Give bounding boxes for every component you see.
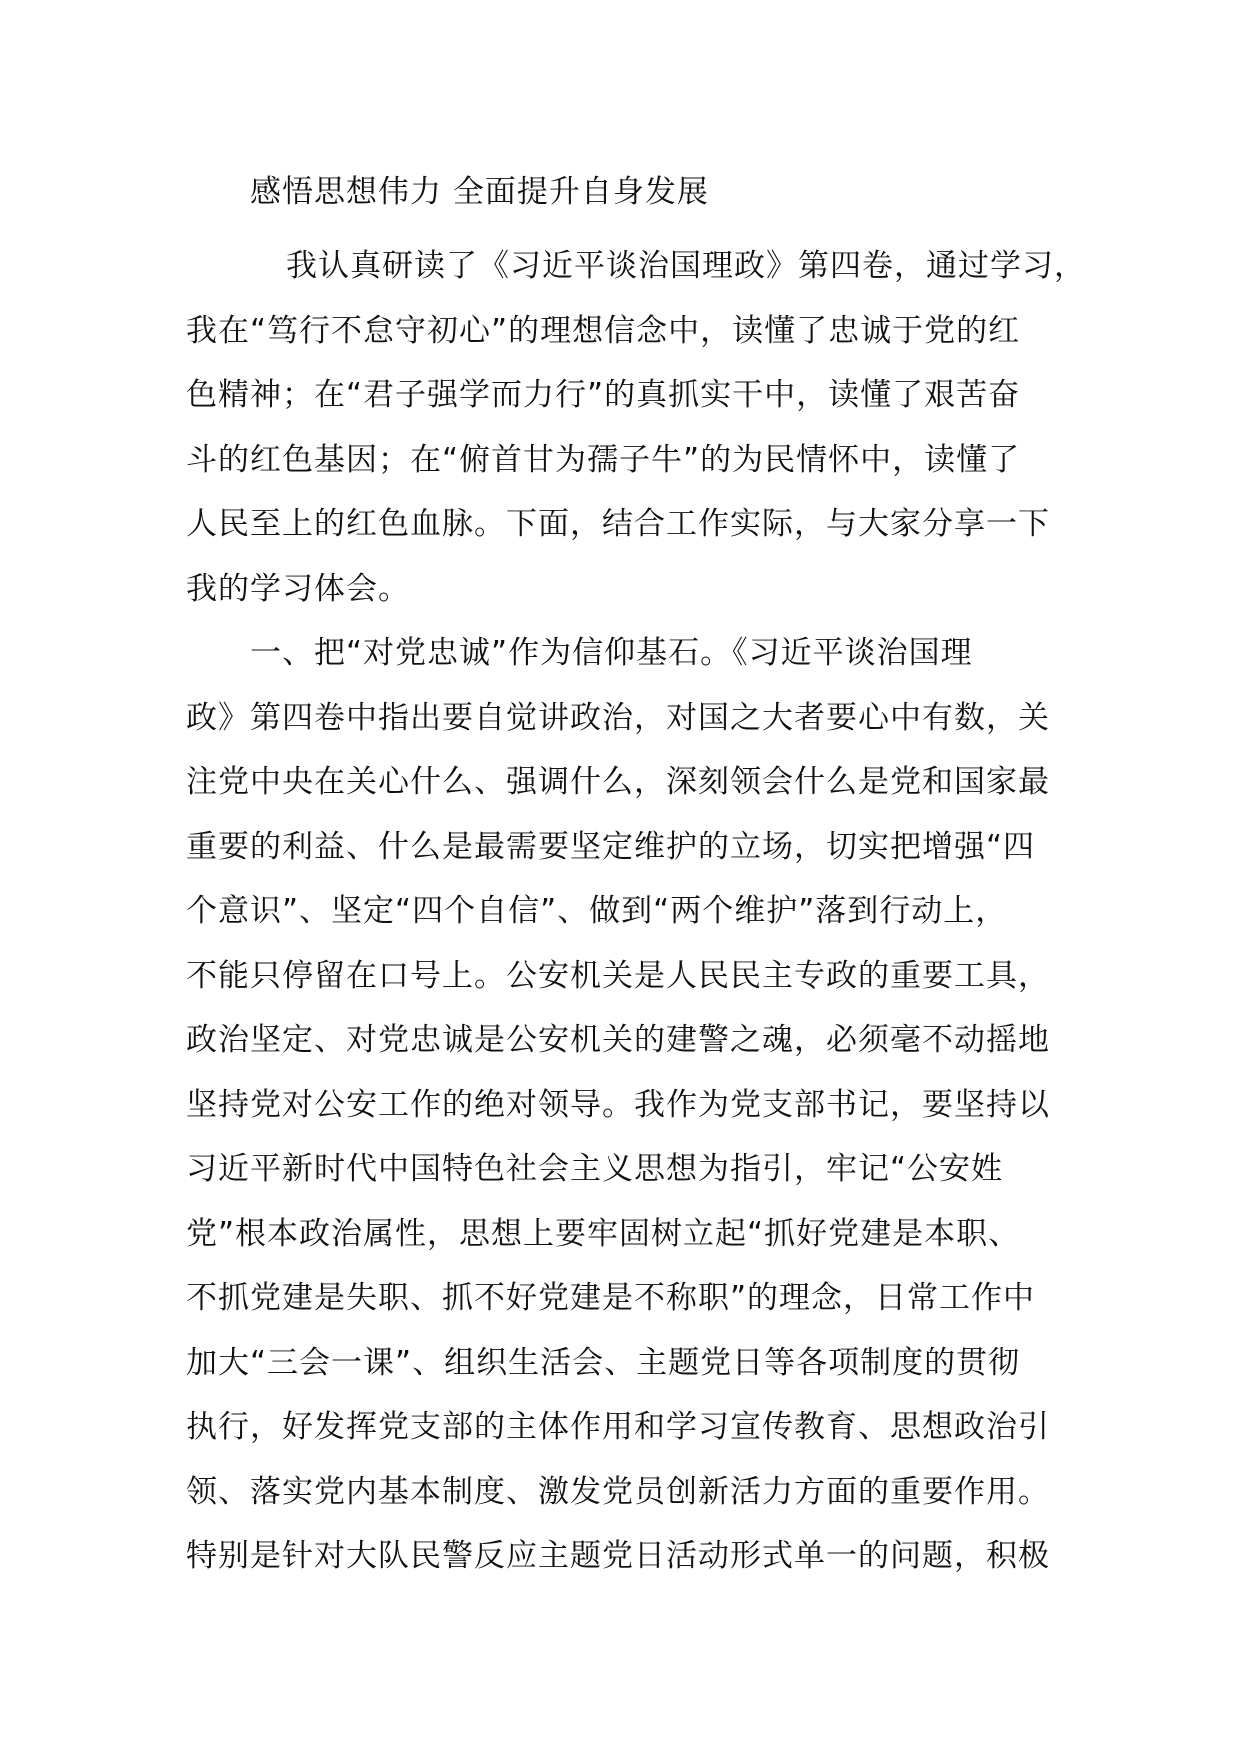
paragraph-line: 一、把“对党忠诚”作为信仰基石。《习近平谈治国理 (250, 635, 973, 671)
paragraph-line: 习近平新时代中国特色社会主义思想为指引，牢记“公安姓 (186, 1151, 1004, 1187)
paragraph-line: 我的学习体会。 (186, 570, 410, 607)
paragraph-line: 注党中央在关心什么、强调什么，深刻领会什么是党和国家最 (186, 764, 1050, 800)
paragraph-line: 个意识”、坚定“四个自信”、做到“两个维护”落到行动上， (186, 893, 1008, 929)
paragraph-line: 斗的红色基因；在“俯首甘为孺子牛”的为民情怀中，读懂了 (186, 441, 1021, 478)
paragraph-intro (186, 234, 1086, 621)
paragraph-line: 我在“笃行不怠守初心”的理想信念中，读懂了忠诚于党的红 (186, 312, 1021, 349)
paragraph-line: 领、落实党内基本制度、激发党员创新活力方面的重要作用。 (186, 1473, 1050, 1510)
paragraph-line: 党”根本政治属性，思想上要牢固树立起“抓好党建是本职、 (186, 1215, 1021, 1252)
paragraph-line: 加大“三会一课”、组织生活会、主题党日等各项制度的贯彻 (186, 1344, 1021, 1381)
paragraph-line: 坚持党对公安工作的绝对领导。我作为党支部书记，要坚持以 (186, 1086, 1050, 1123)
paragraph-line: 不抓党建是失职、抓不好党建是不称职”的理念，日常工作中 (186, 1280, 1036, 1316)
paragraph-line: 政》第四卷中指出要自觉讲政治，对国之大者要心中有数，关 (186, 699, 1050, 736)
paragraph-line: 政治坚定、对党忠诚是公安机关的建警之魂，必须毫不动摇地 (186, 1022, 1050, 1058)
paragraph-line: 重要的利益、什么是最需要坚定维护的立场，切实把增强“四 (186, 828, 1036, 865)
paragraph-line: 特别是针对大队民警反应主题党日活动形式单一的问题，积极 (186, 1538, 1050, 1574)
paragraph-line: 不能只停留在口号上。公安机关是人民民主专政的重要工具， (186, 957, 1050, 994)
paragraph-line: 我认真研读了《习近平谈治国理政》第四卷，通过学习， (286, 248, 1086, 284)
paragraph-section-one (186, 621, 1058, 1589)
document-title: 感悟思想伟力 全面提升自身发展 (250, 174, 709, 210)
paragraph-line: 色精神；在“君子强学而力行”的真抓实干中，读懂了艰苦奋 (186, 377, 1021, 413)
paragraph-line: 人民至上的红色血脉。下面，结合工作实际，与大家分享一下 (186, 506, 1050, 542)
paragraph-line: 执行，好发挥党支部的主体作用和学习宣传教育、思想政治引 (186, 1409, 1050, 1445)
